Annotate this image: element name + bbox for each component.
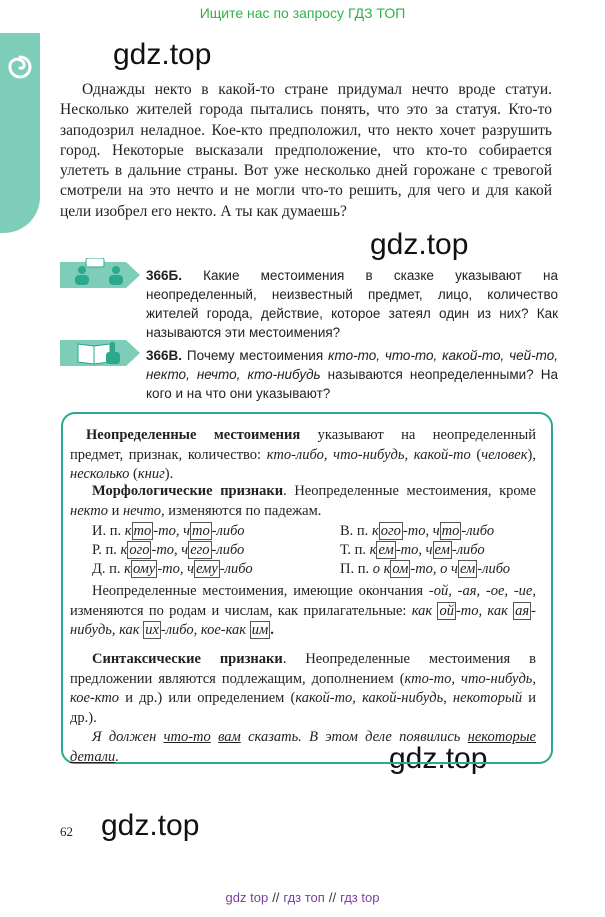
case-row xyxy=(340,523,494,540)
ending-box: то xyxy=(441,523,460,539)
task-examples: кто-то, что-то, какой-то, чей-то, некто, нечто, кто-нибудь xyxy=(146,348,558,382)
watermark: gdz.top xyxy=(113,38,212,71)
ending-box: то xyxy=(191,523,210,539)
example: -то, как xyxy=(455,602,508,619)
ending-box: ем xyxy=(378,542,394,558)
ending-box: ему xyxy=(196,561,218,577)
example: -нибудь, как xyxy=(70,602,536,638)
underlined-word: некоторые xyxy=(467,729,536,745)
example: нечто xyxy=(122,502,162,519)
book-hand-icon xyxy=(60,336,140,370)
ending-box: ого xyxy=(380,523,401,539)
rule-syntax xyxy=(70,650,536,767)
example: -либо, кое-как xyxy=(160,622,247,638)
top-banner[interactable]: Ищите нас по запросу ГДЗ ТОП xyxy=(199,5,406,21)
text: . Неопределенные местоимения, кроме xyxy=(283,483,536,499)
stem: о к xyxy=(372,561,391,577)
text: ). xyxy=(164,466,174,482)
text: Неопределенные местоимения, имеющие окончания xyxy=(92,583,429,599)
separator: // xyxy=(328,890,337,905)
case-row xyxy=(92,561,253,578)
link-gdz-top-ru[interactable]: гдз топ xyxy=(283,890,325,905)
examples: кто-либо, что-нибудь, какой-то xyxy=(266,446,471,463)
stem: -то, ч xyxy=(402,523,440,539)
stem: -то, ч xyxy=(153,523,190,539)
page-number: 62 xyxy=(60,824,73,839)
story-text xyxy=(60,80,552,222)
stem: к xyxy=(369,542,377,558)
example: человек xyxy=(481,446,528,463)
case-label: И. п. xyxy=(92,523,122,539)
example-sentence xyxy=(70,728,536,767)
stem: -либо xyxy=(477,561,511,577)
ending-box: то xyxy=(133,523,152,539)
stem: -либо xyxy=(211,542,245,558)
text: . xyxy=(270,622,274,638)
term: Морфологические признаки xyxy=(92,483,284,499)
spiral-icon xyxy=(6,53,34,81)
rule-morphology xyxy=(70,482,536,521)
text: , изменяются по родам и числам, как прилагательные: xyxy=(70,583,536,619)
text: указывают на неопределенный предмет, признак, количество: xyxy=(70,427,537,463)
ending-box: ой xyxy=(439,602,454,619)
rule-adjective-like xyxy=(70,582,536,641)
stem: -то, ч xyxy=(395,542,433,558)
watermark: gdz.top xyxy=(389,742,488,775)
watermark: gdz.top xyxy=(370,228,469,261)
term: Неопределенные местоимения xyxy=(86,427,301,443)
ending-box: их xyxy=(145,622,159,638)
task-366v xyxy=(146,346,558,403)
text: ( xyxy=(129,466,138,482)
rule-definition xyxy=(70,426,536,485)
underlined-word: вам xyxy=(218,729,241,745)
example: как xyxy=(411,602,433,619)
text: и др.) или определением ( xyxy=(119,690,296,706)
text: , изменяются по падежам. xyxy=(161,502,322,519)
examples: какой-то, какой-нибудь, некоторый xyxy=(295,690,523,706)
ending-box: ем xyxy=(434,542,450,558)
bottom-links xyxy=(0,890,605,905)
stem: -либо xyxy=(461,523,495,539)
task-text: Какие местоимения в сказке указывают на неопределенный, неизвестный предмет, лицо, количество жителей города, действие, которое затеял один из них? Как называются эти местоимения? xyxy=(146,268,558,340)
examples: кто-то, что-нибудь, кое-кто xyxy=(70,670,537,706)
ending-box: его xyxy=(190,542,210,558)
link-gdz-top[interactable]: gdz top xyxy=(225,890,269,905)
text: ), xyxy=(527,446,536,463)
task-366b xyxy=(146,266,558,342)
discussion-icon xyxy=(60,258,140,292)
case-label: В. п. xyxy=(340,523,369,539)
stem: к xyxy=(120,542,128,558)
ending-box: ая xyxy=(515,602,530,619)
stem: -то, ч xyxy=(157,561,195,577)
text: Я должен xyxy=(92,729,164,745)
stem: -либо xyxy=(451,542,485,558)
endings: -ой, -ая, -ое, -ие xyxy=(428,583,533,599)
task-number: 366В. xyxy=(146,348,183,363)
text: . xyxy=(115,748,119,765)
example: несколько xyxy=(70,466,130,482)
underlined-word: что-то xyxy=(163,729,211,745)
ending-box: ому xyxy=(132,561,156,577)
underlined-word: детали xyxy=(70,748,116,765)
task-text: Почему местоимения xyxy=(186,348,328,363)
example: книг xyxy=(137,466,165,482)
text: и xyxy=(107,502,123,519)
stem: -либо xyxy=(211,523,245,539)
case-label: Т. п. xyxy=(340,542,367,558)
case-label: Д. п. xyxy=(92,561,121,577)
task-number: 366Б. xyxy=(146,268,182,283)
text: сказать. В этом деле появились xyxy=(240,729,468,745)
case-row xyxy=(92,542,244,559)
stem: -либо xyxy=(219,561,253,577)
text: и др.). xyxy=(70,690,536,726)
case-label: П. п. xyxy=(340,561,370,577)
stem: к xyxy=(371,523,379,539)
example: некто xyxy=(70,502,108,519)
link-gdz-top-mixed[interactable]: гдз top xyxy=(340,890,380,905)
case-label: Р. п. xyxy=(92,542,117,558)
text xyxy=(211,729,218,745)
text: . Неопределенные местоимения в предложении являются подлежащим, дополнением ( xyxy=(70,651,536,687)
ending-box: им xyxy=(251,622,269,638)
ending-box: ом xyxy=(392,561,409,577)
ending-box: ем xyxy=(459,561,476,577)
case-row xyxy=(340,561,510,578)
side-tab xyxy=(0,33,40,233)
case-row xyxy=(340,542,485,559)
text: ( xyxy=(470,446,482,463)
ending-box: ого xyxy=(129,542,150,558)
watermark: gdz.top xyxy=(101,809,200,842)
case-row xyxy=(92,523,244,540)
stem: к xyxy=(124,523,132,539)
stem: -то, ч xyxy=(151,542,189,558)
separator: // xyxy=(272,890,280,905)
stem: к xyxy=(124,561,131,577)
task-text: называются неопределенными? На кого и на что они указывают? xyxy=(146,367,558,401)
story-paragraph: Однажды некто в какой-то стране придумал нечто вроде статуи. Несколько жителей города пытались понять, что это за статуя. Кто-то заподозрил неладное. Кое-кто предположил, что некто хочет разрушить город. Некоторые высказали предположение, что кто-то собирается улететь в дальние страны. Вот уже несколько дней горожане с тревогой смотрели на это нечто и не могли что-то решить, для чего и для какой цели изобрел его некто. А ты как думаешь? xyxy=(60,81,552,220)
term: Синтаксические признаки xyxy=(92,651,283,667)
stem: -то, о ч xyxy=(410,561,458,577)
